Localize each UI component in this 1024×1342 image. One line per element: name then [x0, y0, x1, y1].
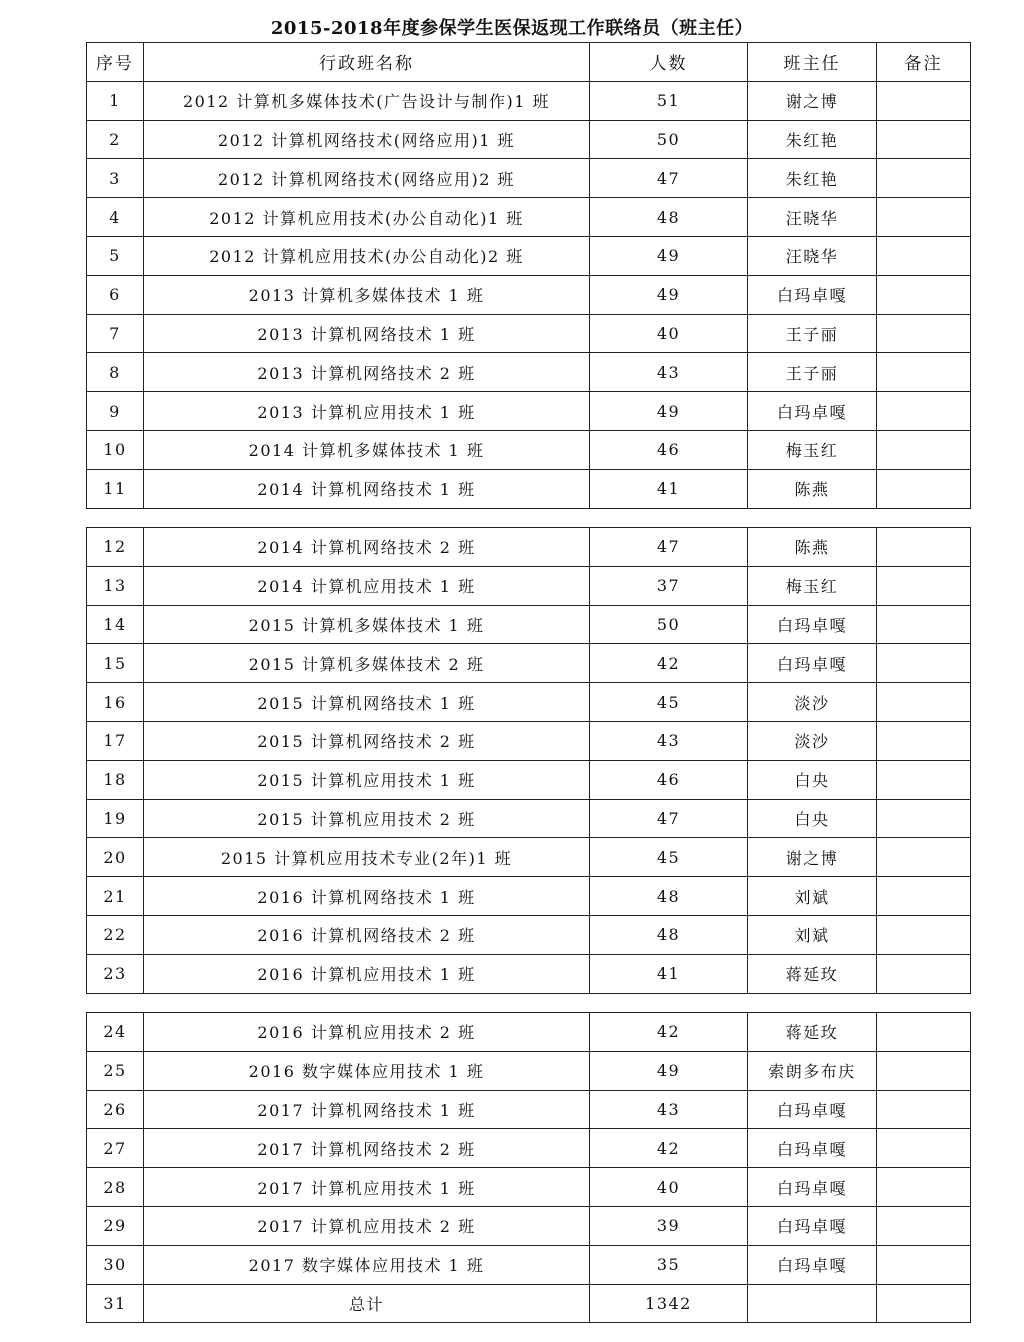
cell-class-name: 2017 计算机应用技术 2 班 [144, 1206, 590, 1245]
table-header-row [87, 43, 971, 82]
cell-head-teacher: 白玛卓嘎 [748, 644, 877, 683]
cell-head-teacher [748, 1284, 877, 1323]
cell-head-teacher: 谢之博 [748, 838, 877, 877]
cell-class-name: 2016 计算机网络技术 1 班 [144, 877, 590, 916]
cell-head-teacher: 白玛卓嘎 [748, 1245, 877, 1284]
cell-class-name: 2012 计算机应用技术(办公自动化)1 班 [144, 198, 590, 237]
cell-note [877, 275, 971, 314]
cell-note [877, 1245, 971, 1284]
table-row [87, 605, 971, 644]
cell-index: 26 [87, 1090, 144, 1129]
cell-count: 42 [590, 1129, 748, 1168]
table-row [87, 954, 971, 993]
cell-count: 35 [590, 1245, 748, 1284]
cell-index: 8 [87, 353, 144, 392]
cell-class-name: 2017 计算机网络技术 2 班 [144, 1129, 590, 1168]
table-row [87, 236, 971, 275]
cell-count: 47 [590, 159, 748, 198]
cell-count: 43 [590, 1090, 748, 1129]
cell-count: 39 [590, 1206, 748, 1245]
cell-count: 41 [590, 469, 748, 508]
cell-count: 48 [590, 198, 748, 237]
table-row [87, 838, 971, 877]
cell-index: 31 [87, 1284, 144, 1323]
cell-count: 37 [590, 566, 748, 605]
cell-note [877, 198, 971, 237]
page-title: 2015-2018年度参保学生医保返现工作联络员（班主任） [270, 18, 754, 39]
cell-head-teacher: 朱红艳 [748, 159, 877, 198]
cell-note [877, 120, 971, 159]
cell-note [877, 683, 971, 722]
roster-table-segment [86, 527, 971, 994]
cell-class-name: 2015 计算机应用技术 2 班 [144, 799, 590, 838]
cell-note [877, 877, 971, 916]
cell-class-name: 2016 计算机应用技术 1 班 [144, 954, 590, 993]
cell-head-teacher: 白玛卓嘎 [748, 1168, 877, 1207]
table-row [87, 1129, 971, 1168]
cell-class-name: 2016 计算机应用技术 2 班 [144, 1013, 590, 1052]
cell-count: 49 [590, 392, 748, 431]
cell-note [877, 392, 971, 431]
cell-head-teacher: 陈燕 [748, 528, 877, 567]
cell-index: 5 [87, 236, 144, 275]
cell-class-name: 2013 计算机网络技术 1 班 [144, 314, 590, 353]
cell-head-teacher: 白玛卓嘎 [748, 1129, 877, 1168]
cell-head-teacher: 刘斌 [748, 877, 877, 916]
table-row [87, 721, 971, 760]
cell-head-teacher: 白玛卓嘎 [748, 1206, 877, 1245]
table-row [87, 683, 971, 722]
cell-class-name: 2012 计算机网络技术(网络应用)1 班 [144, 120, 590, 159]
cell-note [877, 314, 971, 353]
table-row [87, 1245, 971, 1284]
table-row [87, 81, 971, 120]
cell-count: 46 [590, 760, 748, 799]
cell-class-name: 2013 计算机多媒体技术 1 班 [144, 275, 590, 314]
cell-note [877, 353, 971, 392]
cell-note [877, 1090, 971, 1129]
cell-head-teacher: 陈燕 [748, 469, 877, 508]
header-head-teacher: 班主任 [748, 43, 877, 82]
cell-count: 48 [590, 915, 748, 954]
cell-index: 9 [87, 392, 144, 431]
cell-count: 1342 [590, 1284, 748, 1323]
cell-note [877, 469, 971, 508]
cell-index: 18 [87, 760, 144, 799]
cell-count: 42 [590, 1013, 748, 1052]
cell-note [877, 528, 971, 567]
cell-index: 19 [87, 799, 144, 838]
cell-count: 40 [590, 1168, 748, 1207]
cell-head-teacher: 梅玉红 [748, 430, 877, 469]
table-row [87, 644, 971, 683]
header-class-name: 行政班名称 [144, 43, 590, 82]
header-note: 备注 [877, 43, 971, 82]
cell-head-teacher: 王子丽 [748, 353, 877, 392]
cell-class-name: 2014 计算机网络技术 1 班 [144, 469, 590, 508]
cell-note [877, 430, 971, 469]
cell-note [877, 81, 971, 120]
cell-head-teacher: 朱红艳 [748, 120, 877, 159]
cell-index: 28 [87, 1168, 144, 1207]
table-row [87, 1013, 971, 1052]
cell-note [877, 954, 971, 993]
cell-count: 41 [590, 954, 748, 993]
cell-count: 50 [590, 605, 748, 644]
cell-index: 21 [87, 877, 144, 916]
table-row [87, 1090, 971, 1129]
cell-index: 7 [87, 314, 144, 353]
table-row [87, 1051, 971, 1090]
table-row [87, 159, 971, 198]
cell-head-teacher: 淡沙 [748, 683, 877, 722]
cell-note [877, 1206, 971, 1245]
cell-note [877, 566, 971, 605]
cell-count: 43 [590, 353, 748, 392]
cell-index: 25 [87, 1051, 144, 1090]
cell-class-name: 2015 计算机应用技术 1 班 [144, 760, 590, 799]
cell-note [877, 915, 971, 954]
cell-head-teacher: 索朗多布庆 [748, 1051, 877, 1090]
cell-index: 11 [87, 469, 144, 508]
cell-index: 27 [87, 1129, 144, 1168]
cell-count: 40 [590, 314, 748, 353]
cell-note [877, 644, 971, 683]
cell-class-name: 2016 数字媒体应用技术 1 班 [144, 1051, 590, 1090]
cell-index: 10 [87, 430, 144, 469]
roster-table-segment [86, 42, 971, 509]
cell-head-teacher: 谢之博 [748, 81, 877, 120]
cell-count: 43 [590, 721, 748, 760]
table-row [87, 353, 971, 392]
cell-class-name: 2017 计算机网络技术 1 班 [144, 1090, 590, 1129]
cell-count: 48 [590, 877, 748, 916]
cell-head-teacher: 王子丽 [748, 314, 877, 353]
cell-note [877, 799, 971, 838]
cell-class-name: 2014 计算机网络技术 2 班 [144, 528, 590, 567]
cell-note [877, 1284, 971, 1323]
cell-class-name: 2015 计算机多媒体技术 1 班 [144, 605, 590, 644]
cell-note [877, 159, 971, 198]
cell-head-teacher: 白玛卓嘎 [748, 605, 877, 644]
table-row [87, 314, 971, 353]
cell-count: 45 [590, 838, 748, 877]
table-row [87, 1284, 971, 1323]
cell-count: 50 [590, 120, 748, 159]
table-row [87, 392, 971, 431]
table-body [87, 528, 971, 994]
header-index: 序号 [87, 43, 144, 82]
cell-class-name: 2012 计算机网络技术(网络应用)2 班 [144, 159, 590, 198]
cell-head-teacher: 白玛卓嘎 [748, 392, 877, 431]
cell-head-teacher: 蒋延玫 [748, 954, 877, 993]
cell-index: 4 [87, 198, 144, 237]
table-row [87, 1206, 971, 1245]
cell-class-name: 2017 计算机应用技术 1 班 [144, 1168, 590, 1207]
cell-head-teacher: 汪晓华 [748, 198, 877, 237]
cell-class-name: 2014 计算机多媒体技术 1 班 [144, 430, 590, 469]
cell-class-name: 2015 计算机应用技术专业(2年)1 班 [144, 838, 590, 877]
cell-class-name: 2015 计算机网络技术 1 班 [144, 683, 590, 722]
cell-index: 13 [87, 566, 144, 605]
cell-head-teacher: 白玛卓嘎 [748, 275, 877, 314]
table-row [87, 877, 971, 916]
cell-note [877, 1168, 971, 1207]
cell-index: 6 [87, 275, 144, 314]
cell-class-name: 2015 计算机网络技术 2 班 [144, 721, 590, 760]
cell-index: 16 [87, 683, 144, 722]
cell-count: 51 [590, 81, 748, 120]
cell-count: 49 [590, 1051, 748, 1090]
cell-index: 2 [87, 120, 144, 159]
cell-note [877, 605, 971, 644]
table-row [87, 1168, 971, 1207]
cell-note [877, 760, 971, 799]
cell-count: 49 [590, 275, 748, 314]
cell-class-name: 2012 计算机应用技术(办公自动化)2 班 [144, 236, 590, 275]
cell-note [877, 1129, 971, 1168]
cell-class-name: 2012 计算机多媒体技术(广告设计与制作)1 班 [144, 81, 590, 120]
cell-head-teacher: 淡沙 [748, 721, 877, 760]
cell-head-teacher: 白央 [748, 760, 877, 799]
table-row [87, 430, 971, 469]
table-row [87, 799, 971, 838]
cell-head-teacher: 刘斌 [748, 915, 877, 954]
cell-note [877, 1013, 971, 1052]
cell-index: 24 [87, 1013, 144, 1052]
cell-index: 22 [87, 915, 144, 954]
cell-class-name: 2014 计算机应用技术 1 班 [144, 566, 590, 605]
cell-index: 12 [87, 528, 144, 567]
cell-count: 47 [590, 799, 748, 838]
cell-class-name: 2016 计算机网络技术 2 班 [144, 915, 590, 954]
table-body [87, 81, 971, 508]
roster-table-segment [86, 1012, 971, 1323]
cell-head-teacher: 梅玉红 [748, 566, 877, 605]
cell-index: 29 [87, 1206, 144, 1245]
cell-index: 20 [87, 838, 144, 877]
table-row [87, 566, 971, 605]
cell-count: 42 [590, 644, 748, 683]
cell-index: 30 [87, 1245, 144, 1284]
cell-index: 17 [87, 721, 144, 760]
cell-class-name: 2015 计算机多媒体技术 2 班 [144, 644, 590, 683]
cell-count: 46 [590, 430, 748, 469]
cell-note [877, 1051, 971, 1090]
cell-note [877, 236, 971, 275]
table-row [87, 915, 971, 954]
cell-index: 3 [87, 159, 144, 198]
cell-count: 45 [590, 683, 748, 722]
cell-count: 49 [590, 236, 748, 275]
cell-class-name: 2013 计算机网络技术 2 班 [144, 353, 590, 392]
cell-head-teacher: 汪晓华 [748, 236, 877, 275]
cell-class-name: 总计 [144, 1284, 590, 1323]
cell-class-name: 2013 计算机应用技术 1 班 [144, 392, 590, 431]
cell-index: 23 [87, 954, 144, 993]
cell-class-name: 2017 数字媒体应用技术 1 班 [144, 1245, 590, 1284]
cell-index: 15 [87, 644, 144, 683]
cell-index: 14 [87, 605, 144, 644]
cell-note [877, 838, 971, 877]
table-row [87, 198, 971, 237]
cell-note [877, 721, 971, 760]
header-count: 人数 [590, 43, 748, 82]
cell-count: 47 [590, 528, 748, 567]
table-row [87, 120, 971, 159]
cell-index: 1 [87, 81, 144, 120]
cell-head-teacher: 白玛卓嘎 [748, 1090, 877, 1129]
table-row [87, 760, 971, 799]
cell-head-teacher: 蒋延玫 [748, 1013, 877, 1052]
table-row [87, 469, 971, 508]
table-row [87, 528, 971, 567]
table-row [87, 275, 971, 314]
table-body [87, 1013, 971, 1323]
cell-head-teacher: 白央 [748, 799, 877, 838]
